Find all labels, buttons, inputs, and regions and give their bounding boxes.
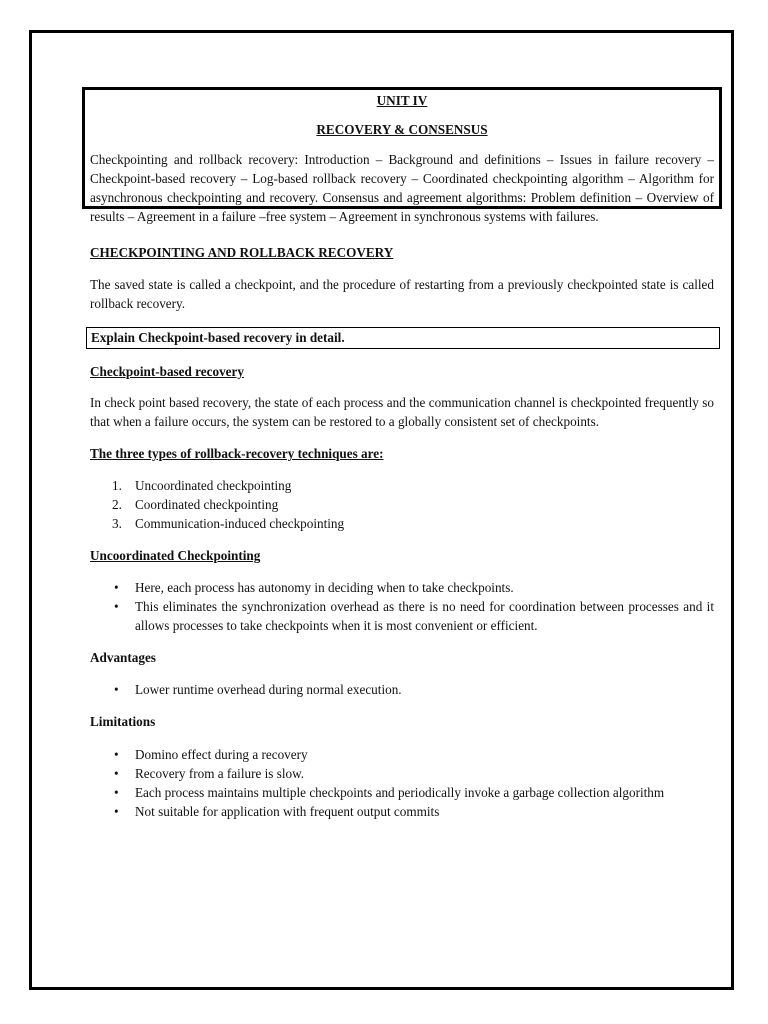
list-item-text: Not suitable for application with frequent output commits [135, 804, 440, 819]
list-item [90, 802, 714, 821]
list-item-text: Recovery from a failure is slow. [135, 766, 305, 781]
bullet-icon: • [114, 580, 119, 595]
list-item [90, 680, 714, 699]
unit-syllabus: Checkpointing and rollback recovery: Introduction – Background and definitions – Issues in failure recovery – Checkpoint-based recovery – Log-based rollback recovery – Coordinated checkpointing algorithm – Algorithm for asynchronous checkpointing and recovery. Consensus and agreement algorithms: Problem definition – Overview of results – Agreement in a failure –free system – Agreement in synchronous systems with failures. [90, 152, 714, 224]
unit-title: UNIT IV [376, 93, 428, 108]
list-item-text: Lower runtime overhead during normal execution. [135, 682, 402, 697]
advantages-list [90, 680, 714, 699]
list-item [90, 597, 714, 635]
list-item [90, 783, 714, 802]
bullet-icon: • [114, 682, 119, 697]
list-number: 1. [112, 478, 122, 493]
list-item [90, 578, 714, 597]
bullet-icon: • [114, 804, 119, 819]
list-item-text: Coordinated checkpointing [135, 497, 279, 512]
types-heading: The three types of rollback-recovery techniques are: [90, 446, 384, 461]
list-item [90, 495, 714, 514]
list-item-text: Domino effect during a recovery [135, 747, 308, 762]
list-item-text: Here, each process has autonomy in deciding when to take checkpoints. [135, 580, 514, 595]
bullet-icon: • [114, 599, 119, 614]
bullet-icon: • [114, 785, 119, 800]
advantages-heading: Advantages [90, 650, 156, 665]
bullet-icon: • [114, 766, 119, 781]
list-number: 2. [112, 497, 122, 512]
checkpoint-definition: The saved state is called a checkpoint, and the procedure of restarting from a previously checkpointed state is called rollback recovery. [90, 277, 714, 311]
limitations-list [90, 745, 714, 821]
list-item [90, 745, 714, 764]
list-item [90, 514, 714, 533]
list-item-text: Each process maintains multiple checkpoints and periodically invoke a garbage collection algorithm [135, 785, 665, 800]
bullet-icon: • [114, 747, 119, 762]
list-item [90, 476, 714, 495]
list-number: 3. [112, 516, 122, 531]
unit-subtitle: RECOVERY & CONSENSUS [316, 122, 488, 137]
question-text: Explain Checkpoint-based recovery in detail. [91, 330, 345, 345]
checkpoint-based-text: In check point based recovery, the state of each process and the communication channel is checkpointed frequently so that when a failure occurs, the system can be restored to a globally consistent set of checkpoints. [90, 395, 714, 429]
checkpoint-based-heading: Checkpoint-based recovery [90, 364, 244, 379]
uncoordinated-heading: Uncoordinated Checkpointing [90, 548, 261, 563]
list-item-text: Uncoordinated checkpointing [135, 478, 292, 493]
list-item-text: Communication-induced checkpointing [135, 516, 345, 531]
question-box [86, 327, 720, 349]
types-list [90, 476, 714, 533]
uncoordinated-list [90, 578, 714, 635]
limitations-heading: Limitations [90, 714, 156, 729]
section-heading-checkpointing: CHECKPOINTING AND ROLLBACK RECOVERY [90, 245, 394, 260]
page-content [90, 88, 714, 821]
list-item-text: This eliminates the synchronization overhead as there is no need for coordination between processes and it allows processes to take checkpoints when it is most convenient or efficient. [135, 599, 714, 633]
list-item [90, 764, 714, 783]
